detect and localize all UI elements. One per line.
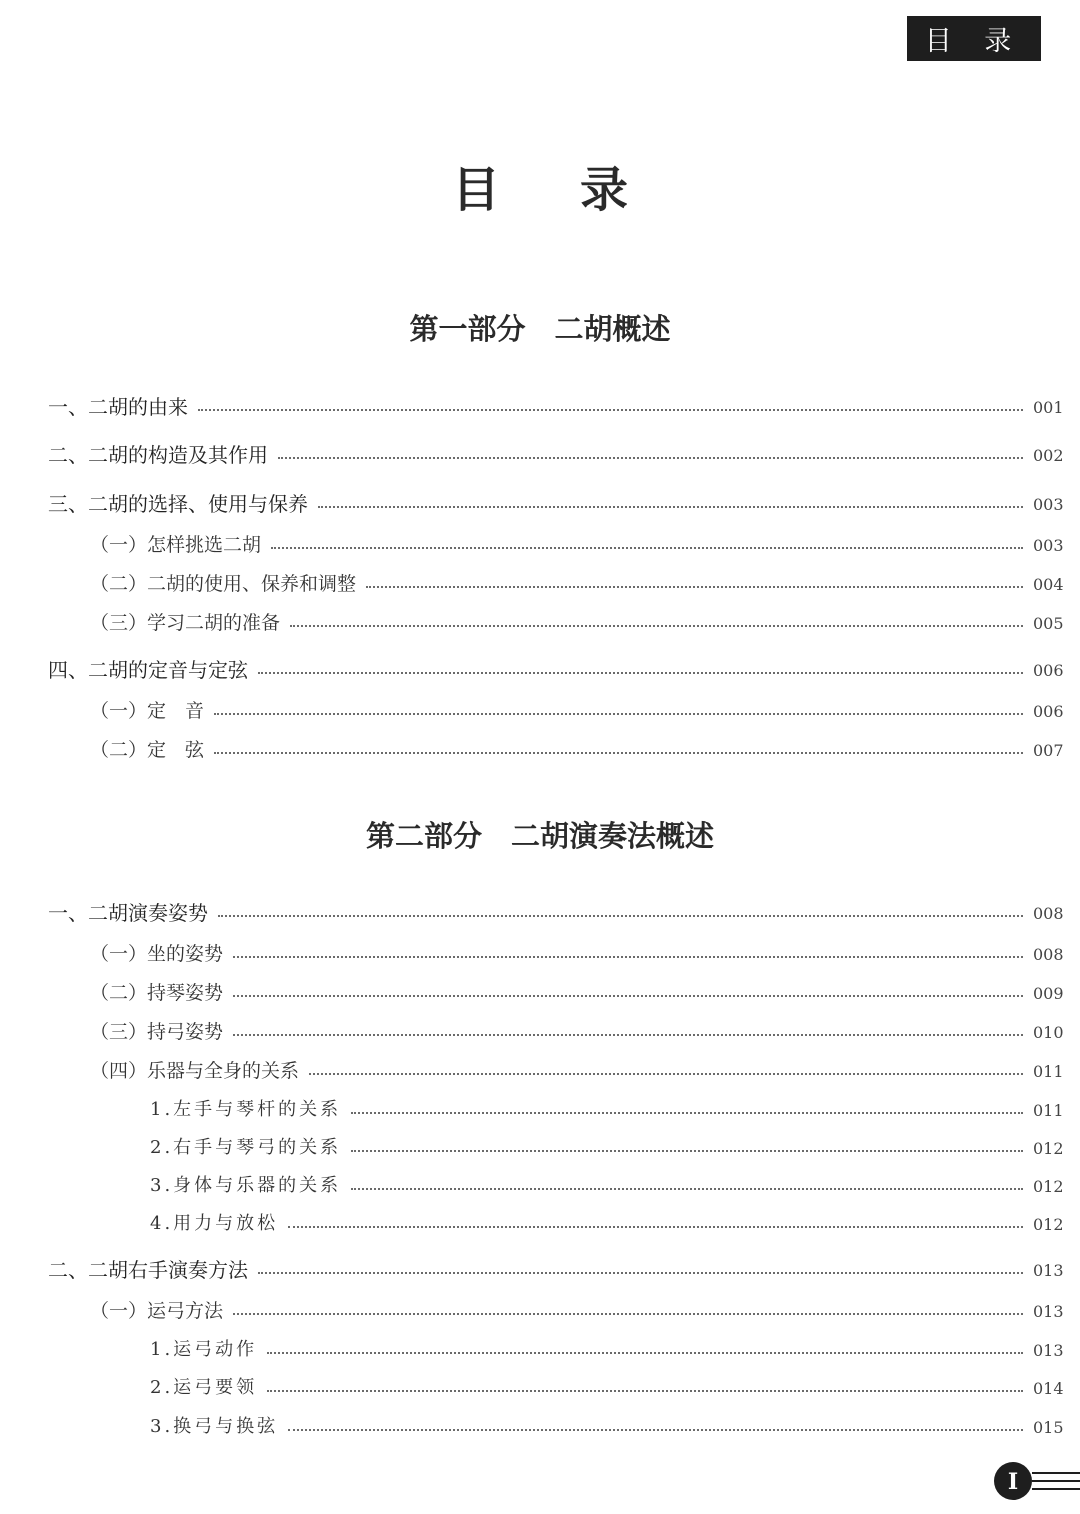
dot-leader: [267, 1352, 1023, 1354]
toc-entry-page: 008: [1033, 944, 1064, 964]
toc-entry-label: （二）二胡的使用、保养和调整: [90, 573, 357, 595]
dot-leader: [351, 1150, 1023, 1152]
toc-entry-page: 002: [1033, 445, 1064, 465]
toc-entry-page: 014: [1033, 1378, 1064, 1398]
toc-entry-label: （一）怎样挑选二胡: [90, 534, 262, 556]
toc-entry-page: 012: [1033, 1214, 1064, 1234]
toc-entry: [0, 696, 1080, 726]
toc-entry-label: 3.换弓与换弦: [150, 1416, 279, 1437]
toc-entry-label: 1.左手与琴杆的关系: [150, 1099, 342, 1120]
dot-leader: [290, 625, 1023, 627]
toc-entry-label: （三）持弓姿势: [90, 1021, 224, 1043]
toc-entry-label: （一）定 音: [90, 700, 205, 722]
toc-entry-label: 四、二胡的定音与定弦: [48, 658, 248, 682]
toc-entry-label: 一、二胡的由来: [48, 395, 188, 419]
folio-text: I: [1007, 1469, 1019, 1495]
toc-entry: [0, 1373, 1080, 1403]
dot-leader: [351, 1112, 1023, 1114]
toc-entry: [0, 1171, 1080, 1201]
toc-entry: [0, 1056, 1080, 1086]
dot-leader: [198, 409, 1023, 411]
toc-entry: [0, 440, 1080, 470]
toc-entry-page: 003: [1033, 494, 1064, 514]
toc-entry-label: （一）运弓方法: [90, 1300, 224, 1322]
dot-leader: [309, 1073, 1023, 1075]
toc-entry-label: 二、二胡的构造及其作用: [48, 443, 268, 467]
toc-entry-page: 012: [1033, 1138, 1064, 1158]
toc-entry-label: （三）学习二胡的准备: [90, 612, 281, 634]
dot-leader: [366, 586, 1023, 588]
toc-entry-page: 004: [1033, 574, 1064, 594]
toc-entry: [0, 1296, 1080, 1326]
dot-leader: [233, 995, 1023, 997]
dot-leader: [233, 1034, 1023, 1036]
toc-entry-label: （一）坐的姿势: [90, 943, 224, 965]
toc-entry: [0, 1412, 1080, 1442]
page-title: 目录: [451, 162, 708, 218]
toc-entry-page: 013: [1033, 1340, 1064, 1360]
toc-entry-label: （二）定 弦: [90, 739, 205, 761]
dot-leader: [258, 1272, 1023, 1274]
toc-entry-page: 013: [1033, 1301, 1064, 1321]
toc-entry-page: 013: [1033, 1260, 1064, 1280]
dot-leader: [288, 1226, 1023, 1228]
toc-entry: [0, 1095, 1080, 1125]
dot-leader: [233, 1313, 1023, 1315]
toc-entry-label: （四）乐器与全身的关系: [90, 1060, 300, 1082]
section-tab: 目 录: [907, 16, 1041, 61]
toc-entry-page: 009: [1033, 983, 1064, 1003]
dot-leader: [258, 672, 1023, 674]
dot-leader: [288, 1429, 1023, 1431]
toc-entry-label: （二）持琴姿势: [90, 982, 224, 1004]
toc-entry-label: 4.用力与放松: [150, 1213, 279, 1234]
toc-entry: [0, 530, 1080, 560]
toc-entry-label: 2.右手与琴弓的关系: [150, 1137, 342, 1158]
dot-leader: [278, 457, 1023, 459]
toc-entry-page: 011: [1033, 1061, 1064, 1081]
toc-entry-page: 005: [1033, 613, 1064, 633]
toc-entry-label: 三、二胡的选择、使用与保养: [48, 492, 308, 516]
toc-entry-page: 015: [1033, 1417, 1064, 1437]
part-title-1: 第一部分 二胡概述: [409, 312, 671, 346]
toc-entry-page: 007: [1033, 740, 1064, 760]
toc-entry: [0, 392, 1080, 422]
dot-leader: [267, 1390, 1023, 1392]
toc-entry: [0, 939, 1080, 969]
toc-entry: [0, 1133, 1080, 1163]
toc-entry-page: 008: [1033, 903, 1064, 923]
toc-entry-page: 006: [1033, 660, 1064, 680]
toc-entry: [0, 655, 1080, 685]
toc-entry-page: 010: [1033, 1022, 1064, 1042]
dot-leader: [233, 956, 1023, 958]
toc-entry: [0, 978, 1080, 1008]
toc-entry: [0, 1335, 1080, 1365]
toc-entry-page: 012: [1033, 1176, 1064, 1196]
toc-entry-label: 一、二胡演奏姿势: [48, 901, 208, 925]
part-title-2: 第二部分 二胡演奏法概述: [365, 819, 714, 853]
dot-leader: [214, 752, 1023, 754]
toc-entry-page: 003: [1033, 535, 1064, 555]
toc-entry: [0, 898, 1080, 928]
dot-leader: [351, 1188, 1023, 1190]
toc-entry-label: 3.身体与乐器的关系: [150, 1175, 342, 1196]
toc-entry-page: 001: [1033, 397, 1064, 417]
toc-entry-label: 二、二胡右手演奏方法: [48, 1258, 248, 1282]
dot-leader: [318, 506, 1023, 508]
toc-entry: [0, 489, 1080, 519]
toc-entry: [0, 569, 1080, 599]
toc-entry: [0, 1017, 1080, 1047]
toc-entry: [0, 608, 1080, 638]
toc-entry-label: 2.运弓要领: [150, 1377, 258, 1398]
dot-leader: [218, 915, 1023, 917]
toc-entry-label: 1.运弓动作: [150, 1339, 258, 1360]
toc-entry: [0, 1209, 1080, 1239]
toc-entry: [0, 1255, 1080, 1285]
toc-entry: [0, 735, 1080, 765]
folio-page-number: [990, 1462, 1080, 1500]
dot-leader: [271, 547, 1023, 549]
toc-entry-page: 011: [1033, 1100, 1064, 1120]
dot-leader: [214, 713, 1023, 715]
toc-entry-page: 006: [1033, 701, 1064, 721]
